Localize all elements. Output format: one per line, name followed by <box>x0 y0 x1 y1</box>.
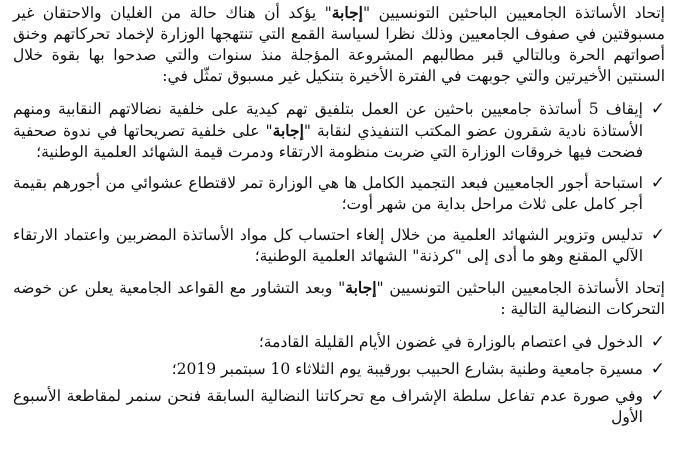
intro-text-start: إتحاد الأساتذة الجامعيين الباحثين التونسيين " <box>363 4 665 22</box>
action-text: الدخول في اعتصام بالوزارة في غضون الأيام القليلة القادمة؛ <box>258 333 643 351</box>
intro-text-end: " يؤكد أن هناك حالة من الغليان والاحتقان غير مسبوقتين في صفوف الجامعيين وذلك نظرا لسياسة القمع التي تنتهجها الوزارة لإخماد تحركاتهم وخنق أصواتهم الحرة وبالتالي قبر مطالبهم المشروعة المؤجلة منذ سنوات والتي صدحوا بها بقوة خلال السنتين الأخيرتين والتي جوبهت في الفترة الأخيرة بتنكيل غير مسبوق تمثّل في: <box>13 4 665 85</box>
union-name: إجابة <box>331 3 363 22</box>
violation-text-end: " على خلفية تصريحاتها في ندوة صحفية فضحت فيها خروقات الوزارة التي ضربت منظومة الارتقاء ودمرت قيمة الشهائد العلمية الوطنية؛ <box>13 122 643 161</box>
decision-text-end: " وبعد التشاور مع القواعد الجامعية يعلن عن خوضه التحركات النضالية التالية : <box>13 279 665 318</box>
actions-list <box>13 332 665 428</box>
action-text: مسيرة جامعية وطنية بشارع الحبيب بورقيبة يوم الثلاثاء 10 سبتمبر 2019؛ <box>171 360 643 378</box>
violation-text: استباحة أجور الجامعيين فبعد التجميد الكامل ها هي الوزارة تمر لاقتطاع عشوائي من أجورهم بقيمة أجر كامل على ثلاث مراحل بداية من شهر أوت؛ <box>13 174 643 213</box>
list-item <box>13 359 665 380</box>
decision-text-start: إتحاد الأساتذة الجامعيين الباحثين التونسيين " <box>376 279 665 297</box>
violation-text-start: إيقاف 5 أساتذة جامعيين باحثين عن العمل بتلفيق تهم كيدية على خلفية نضالاتهم النقابية ومنهم الأستاذة نادية شقرون عضو المكتب التنفيذي لنقابة " <box>13 100 643 140</box>
check-mark-icon: ✓ <box>650 386 665 406</box>
list-item <box>13 386 665 428</box>
list-item <box>13 173 665 215</box>
union-name: إجابة <box>272 121 304 140</box>
violations-list <box>13 99 665 267</box>
list-item <box>13 332 665 353</box>
document-body <box>13 2 665 438</box>
check-mark-icon: ✓ <box>650 359 665 379</box>
union-name: إجابة <box>345 278 377 297</box>
list-item <box>13 99 665 163</box>
list-item <box>13 225 665 267</box>
decision-paragraph <box>13 277 665 320</box>
check-mark-icon: ✓ <box>650 173 665 193</box>
check-mark-icon: ✓ <box>650 332 665 352</box>
check-mark-icon: ✓ <box>650 225 665 245</box>
violation-text: تدليس وتزوير الشهائد العلمية من خلال إلغاء احتساب كل مواد الأساتذة المضربين واعتماد الارتقاء الآلي المقنع وهو ما أدى إلى "كرذنة" الشهائد العلمية الوطنية؛ <box>13 226 643 265</box>
action-text: وفي صورة عدم تفاعل سلطة الإشراف مع تحركاتنا النضالية السابقة فنحن سنمر لمقاطعة الأسبوع الأول <box>13 387 643 426</box>
check-mark-icon: ✓ <box>650 99 665 119</box>
intro-paragraph <box>13 2 665 87</box>
